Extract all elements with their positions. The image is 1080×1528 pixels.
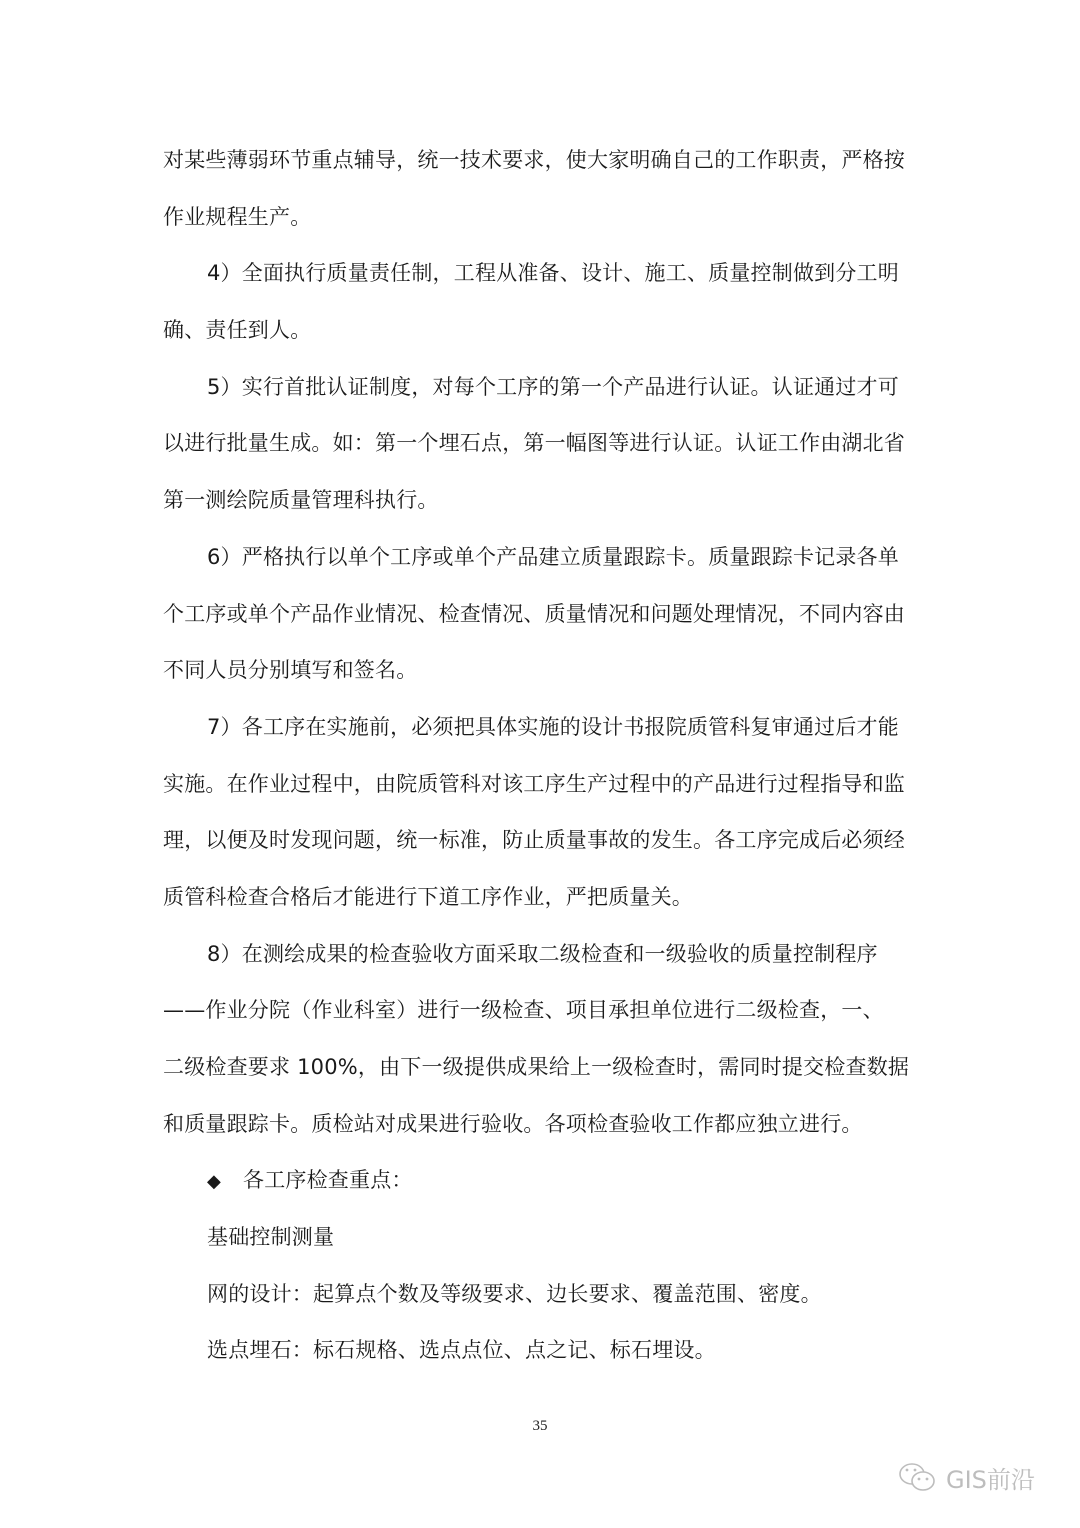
text-line: 5）实行首批认证制度，对每个工序的第一个产品进行认证。认证通过才可 (207, 374, 899, 399)
text-line: 对某些薄弱环节重点辅导，统一技术要求，使大家明确自己的工作职责，严格按 (163, 148, 905, 172)
text-line: 二级检查要求 100%，由下一级提供成果给上一级检查时，需同时提交检查数据 (163, 1055, 910, 1079)
text-line: 确、责任到人。 (163, 318, 312, 343)
list-item: 选点埋石：标石规格、选点点位、点之记、标石埋设。 (207, 1338, 716, 1363)
bullet-heading-text: 各工序检查重点： (243, 1168, 413, 1193)
text-line: 实施。在作业过程中，由院质管科对该工序生产过程中的产品进行过程指导和监 (163, 771, 905, 796)
page-number: 35 (532, 1418, 548, 1434)
text-line: 不同人员分别填写和签名。 (163, 658, 418, 683)
text-line: 7）各工序在实施前，必须把具体实施的设计书报院质管科复审通过后才能 (207, 714, 899, 739)
wechat-icon (898, 1462, 938, 1494)
document-body (163, 132, 923, 1379)
text-line: 第一测绘院质量管理科执行。 (163, 488, 439, 513)
text-line: 和质量跟踪卡。质检站对成果进行验收。各项检查验收工作都应独立进行。 (163, 1111, 863, 1136)
paragraph-lines (163, 132, 923, 1152)
list-item: 网的设计：起算点个数及等级要求、边长要求、覆盖范围、密度。 (207, 1281, 822, 1306)
watermark (898, 1460, 1035, 1495)
text-line: 4）全面执行质量责任制，工程从准备、设计、施工、质量控制做到分工明 (207, 261, 899, 286)
text-line: 质管科检查合格后才能进行下道工序作业，严把质量关。 (163, 884, 693, 909)
bullet-heading (163, 1152, 923, 1209)
text-line: 8）在测绘成果的检查验收方面采取二级检查和一级验收的质量控制程序 (207, 941, 878, 966)
text-line: 以进行批量生成。如：第一个埋石点，第一幅图等进行认证。认证工作由湖北省 (163, 431, 905, 456)
text-line: ——作业分院（作业科室）进行一级检查、项目承担单位进行二级检查，一、 (163, 998, 884, 1023)
section-title: 基础控制测量 (207, 1225, 335, 1250)
text-line: 理，以便及时发现问题，统一标准，防止质量事故的发生。各工序完成后必须经 (163, 828, 905, 853)
text-line: 个工序或单个产品作业情况、检查情况、质量情况和问题处理情况，不同内容由 (163, 601, 905, 626)
text-line: 作业规程生产。 (163, 204, 312, 229)
watermark-text: GIS前沿 (946, 1466, 1035, 1494)
diamond-icon: ◆ (207, 1171, 222, 1193)
text-line: 6）严格执行以单个工序或单个产品建立质量跟踪卡。质量跟踪卡记录各单 (207, 544, 899, 569)
